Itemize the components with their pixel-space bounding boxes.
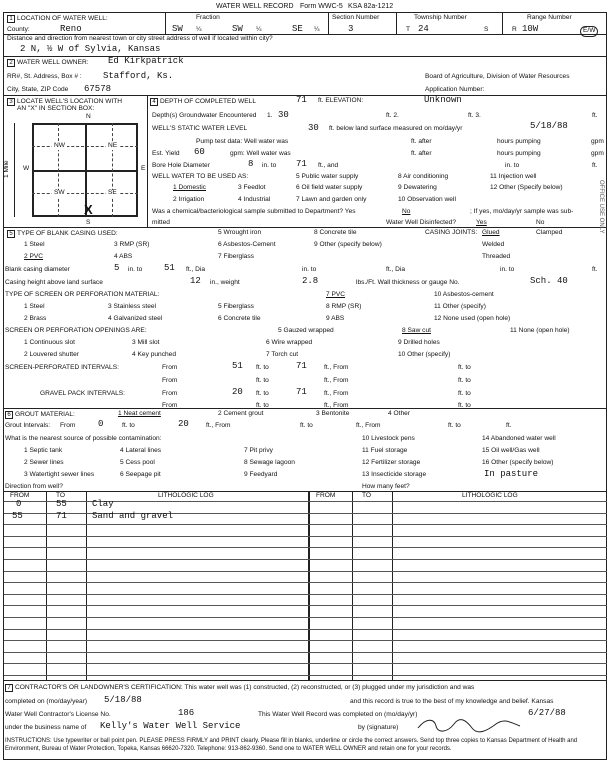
log-to-header: TO — [56, 492, 66, 499]
opening-1[interactable]: 1 Continuous slot — [24, 339, 75, 346]
log-rule — [4, 547, 607, 548]
disinfect-no[interactable]: No — [536, 219, 545, 226]
grout-from-value: 0 — [98, 419, 104, 429]
log-header-right: LITHOLOGIC LOG — [462, 492, 518, 499]
grout-from-label: From — [60, 422, 76, 429]
elevation-label: ft. ELEVATION: — [318, 97, 364, 104]
township-suffix: S — [484, 26, 489, 33]
log-row-2-desc: Sand and gravel — [92, 511, 174, 521]
scr-from-1: From — [162, 364, 178, 371]
owner-label: 2 WATER WELL OWNER: — [7, 59, 89, 67]
screen-9[interactable]: 9 ABS — [326, 315, 345, 322]
casing-2[interactable]: 2 PVC — [24, 253, 44, 260]
log-rule — [4, 524, 607, 525]
direction-from-well-label: Direction from well? — [5, 483, 63, 490]
opening-4[interactable]: 4 Key punched — [132, 351, 176, 358]
height-label: Casing height above land surface — [5, 279, 103, 286]
contam-6[interactable]: 6 Seepage pit — [120, 471, 161, 478]
license-value: 186 — [178, 708, 195, 718]
north-label: N — [86, 113, 91, 120]
diameter-in: in. to — [128, 266, 143, 273]
grout-ftto3: ft. to — [448, 422, 461, 429]
diameter-in-to: in. to — [302, 266, 317, 273]
completed-value: 5/18/88 — [104, 695, 142, 705]
pump-after-2: ft. after — [411, 150, 432, 157]
gw1-prefix: 1. — [267, 112, 273, 119]
log-rule — [4, 571, 607, 572]
section-number-label: Section Number — [332, 14, 380, 21]
pump-gpm-2: gpm — [591, 150, 604, 157]
grv-ftto-1b: ft. to — [458, 390, 471, 397]
grv-from-1: From — [162, 390, 178, 397]
log-rule — [4, 617, 607, 618]
screen-label: TYPE OF SCREEN OR PERFORATION MATERIAL: — [5, 291, 160, 298]
screen-int-label: SCREEN-PERFORATED INTERVALS: — [5, 364, 119, 371]
township-label: Township Number — [414, 14, 467, 21]
diameter-value: 5 — [114, 263, 120, 273]
ksa-ref: KSA 82a-1212 — [348, 3, 394, 10]
log-from-header-right: FROM — [316, 492, 336, 499]
grv-ftto-1: ft. to — [256, 390, 269, 397]
office-use-label: OFFICE USE ONLY — [598, 180, 604, 234]
grout-ftfrom: ft., From — [206, 422, 231, 429]
west-label: W — [23, 165, 30, 172]
use-7[interactable]: 7 Lawn and garden only — [296, 196, 367, 203]
grv-ftfrom-2: ft., From — [324, 402, 349, 409]
scr-ftfrom-2: ft., From — [324, 377, 349, 384]
depth-label: 4 DEPTH OF COMPLETED WELL — [150, 98, 256, 106]
height-value: 12 — [190, 276, 201, 286]
mile-label: 1 Mile — [3, 160, 10, 178]
log-rule — [4, 559, 607, 560]
est-unit: gpm: Well water was — [230, 150, 291, 157]
grout-4[interactable]: 4 Other — [388, 410, 410, 417]
bore-ft: ft., and — [318, 162, 339, 169]
log-rule — [4, 663, 607, 664]
casing-6[interactable]: 6 Asbestos-Cement — [218, 241, 276, 248]
scr-from-2: From — [162, 377, 178, 384]
log-to-header-right: TO — [362, 492, 372, 499]
grout-label: 6 GROUT MATERIAL: — [5, 411, 75, 419]
grv-to-value: 71 — [296, 387, 307, 397]
gw-ft: ft. — [592, 112, 598, 119]
grv-from-2: From — [162, 402, 178, 409]
static-value: 30 — [308, 123, 319, 133]
log-rule — [4, 675, 607, 676]
se-label: SE — [108, 189, 117, 196]
direction-label: Distance and direction from nearest town or city street address of well if located within city? — [7, 35, 273, 42]
screen-1[interactable]: 1 Steel — [24, 303, 45, 310]
log-row-1-to: 55 — [56, 499, 67, 509]
casing-1[interactable]: 1 Steel — [24, 241, 45, 248]
cert-line-1: 7 CONTRACTOR'S OR LANDOWNER'S CERTIFICATION: This water well was (1) constructed, (2) reconstructed, or (3) plugged under my jurisdiction and was — [5, 684, 474, 692]
bore-label: Bore Hole Diameter — [152, 162, 210, 169]
use-10[interactable]: 10 Observation well — [398, 196, 456, 203]
log-row-1-from: 0 — [16, 499, 22, 509]
weight-value: 2.8 — [302, 276, 319, 286]
wall-label: lbs./Ft. Wall thickness or gauge No. — [356, 279, 460, 286]
contam-13[interactable]: 13 Insecticide storage — [362, 471, 427, 478]
contam-1[interactable]: 1 Septic tank — [24, 447, 63, 454]
bore-in2: in. to — [505, 162, 520, 169]
grv-ftfrom-1: ft., From — [324, 390, 349, 397]
use-label: WELL WATER TO BE USED AS: — [152, 173, 249, 180]
gravel-label: GRAVEL PACK INTERVALS: — [40, 390, 126, 397]
casing-label: 5 TYPE OF BLANK CASING USED: — [7, 230, 118, 238]
use-11[interactable]: 11 Injection well — [490, 173, 537, 180]
casing-5[interactable]: 5 Wrought iron — [218, 229, 262, 236]
use-2[interactable]: 2 Irrigation — [173, 196, 205, 203]
how-many-feet-label: How many feet? — [362, 483, 410, 490]
opening-11[interactable]: 11 None (open hole) — [510, 327, 570, 334]
screen-11[interactable]: 11 Other (specify) — [434, 303, 486, 310]
casing-8[interactable]: 8 Concrete tile — [314, 229, 357, 236]
joints-clamped[interactable]: Clamped — [536, 229, 563, 236]
license-label: Water Well Contractor's License No. — [5, 711, 111, 718]
cert-line-2: and this record is true to the best of my knowledge and belief. Kansas — [350, 698, 554, 705]
opening-10[interactable]: 10 Other (specify) — [398, 351, 451, 358]
log-row-2-to: 71 — [56, 511, 67, 521]
opening-7[interactable]: 7 Torch cut — [266, 351, 299, 358]
log-rule — [4, 582, 607, 583]
grout-1[interactable]: 1 Neat cement — [118, 410, 161, 417]
township-number: 24 — [418, 24, 429, 34]
screen-5[interactable]: 5 Fiberglass — [218, 303, 254, 310]
grout-2[interactable]: 2 Cement grout — [218, 410, 264, 417]
scr-ftto-1: ft. to — [256, 364, 269, 371]
use-9[interactable]: 9 Dewatering — [398, 184, 437, 191]
contam-12[interactable]: 12 Fertilizer storage — [362, 459, 421, 466]
log-rule — [4, 652, 607, 653]
section-1-label: 1 LOCATION OF WATER WELL: — [7, 15, 108, 23]
section-3-label: 3 LOCATE WELL'S LOCATION WITH — [7, 98, 122, 106]
direction-value: 2 N, ½ W of Sylvia, Kansas — [20, 44, 161, 54]
use-4[interactable]: 4 Industrial — [238, 196, 271, 203]
ne-label: NE — [108, 142, 118, 149]
contam-11[interactable]: 11 Fuel storage — [362, 447, 408, 454]
contam-10[interactable]: 10 Livestock pens — [362, 435, 415, 442]
opening-3[interactable]: 3 Mill slot — [132, 339, 160, 346]
disinfect-yes[interactable]: Yes — [476, 219, 487, 226]
screen-2[interactable]: 2 Brass — [24, 315, 47, 322]
board-label: Board of Agriculture, Division of Water Resources — [425, 73, 570, 80]
quarter-1: SW — [172, 24, 183, 34]
chem-mitted: mitted — [152, 219, 170, 226]
pump-hours-1: hours pumping — [497, 138, 541, 145]
contam-9[interactable]: 9 Feedyard — [244, 471, 278, 478]
log-rule — [4, 605, 607, 606]
range-label: Range Number — [527, 14, 572, 21]
casing-4[interactable]: 4 ABS — [114, 253, 133, 260]
scr-ftto-2: ft. to — [256, 377, 269, 384]
joints-threaded[interactable]: Threaded — [482, 253, 511, 260]
joints-glued[interactable]: Glued — [482, 229, 500, 236]
range-prefix: R — [512, 26, 517, 33]
opening-9[interactable]: 9 Drilled holes — [398, 339, 440, 346]
screen-12[interactable]: 12 None used (open hole) — [434, 315, 511, 322]
opening-2[interactable]: 2 Louvered shutter — [24, 351, 79, 358]
static-rest: ft. below land surface measured on mo/day/yr — [329, 125, 463, 132]
pump-label: Pump test data: Well water was — [196, 138, 289, 145]
openings-label: SCREEN OR PERFORATION OPENINGS ARE: — [5, 327, 147, 334]
depth-value: 71 — [296, 95, 307, 105]
sw-label: SW — [54, 189, 65, 196]
pump-after-1: ft. after — [411, 138, 432, 145]
form-title: WATER WELL RECORD — [216, 3, 294, 10]
casing-3[interactable]: 3 RMP (SR) — [114, 241, 150, 248]
chem-no[interactable]: No — [402, 208, 411, 215]
signature-label: by (signature) — [358, 724, 399, 731]
log-rule — [4, 594, 607, 595]
quarter-2: SW — [232, 24, 243, 34]
use-12[interactable]: 12 Other (Specify below) — [490, 184, 563, 191]
bore-in: in. to — [262, 162, 277, 169]
grv-ftto-2: ft. to — [256, 402, 269, 409]
log-row-2-from: 55 — [12, 511, 23, 521]
quarter-mark-3: ¼ — [314, 26, 320, 33]
range-ew: E/W — [580, 26, 598, 37]
range-number: 10W — [522, 24, 539, 34]
csz-value: 67578 — [84, 84, 112, 94]
contam-label: What is the nearest source of possible contamination: — [5, 435, 162, 442]
form-number: Form WWC-5 — [300, 3, 343, 10]
diameter-ft: ft. — [592, 266, 598, 273]
record-date-value: 6/27/88 — [528, 708, 566, 718]
diameter-dia2: ft., Dia — [386, 266, 406, 273]
grout-ftto: ft. to — [122, 422, 135, 429]
contam-7[interactable]: 7 Pit privy — [244, 447, 273, 454]
screen-8[interactable]: 8 RMP (SR) — [326, 303, 362, 310]
gw3-label: ft. 3. — [468, 112, 481, 119]
log-header-left: LITHOLOGIC LOG — [158, 492, 214, 499]
static-label: WELL'S STATIC WATER LEVEL — [152, 125, 248, 132]
section-number: 3 — [348, 24, 354, 34]
quarter-mark-2: ¼ — [256, 26, 262, 33]
address-label: RR#, St. Address, Box # : — [7, 73, 82, 80]
business-label: under the business name of — [5, 724, 87, 731]
chem-rest: ; If yes, mo/day/yr sample was sub- — [470, 208, 574, 215]
instructions: INSTRUCTIONS: Use typewriter or ball point pen. PLEASE PRESS FIRMLY and PRINT clearly. Please fill in blanks, underline or circle the correct answers. Send top three copies to Kansas Department of Health and Environment, Bureau of Water Protection, Topeka, Kansas 66620-7320. Telephone: 913-862-9360. Send one to WATER WELL OWNER and retain one for your records. — [5, 738, 578, 752]
contam-3[interactable]: 3 Watertight sewer lines — [24, 471, 95, 478]
log-from-header: FROM — [10, 492, 30, 499]
completed-label: completed on (mo/day/year) — [5, 698, 88, 705]
use-8[interactable]: 8 Air conditioning — [398, 173, 449, 180]
bore-value: 8 — [248, 159, 254, 169]
quarter-mark-1: ¼ — [196, 26, 202, 33]
contam-5[interactable]: 5 Cess pool — [120, 459, 155, 466]
gw1-value: 30 — [278, 110, 289, 120]
pump-gpm-1: gpm — [591, 138, 604, 145]
joints-label: CASING JOINTS: — [425, 229, 478, 236]
contam-other-value: In pasture — [484, 469, 539, 479]
well-location-mark: X — [84, 202, 93, 217]
address-value: Stafford, Ks. — [103, 71, 174, 81]
township-prefix: T — [406, 26, 411, 33]
contam-14[interactable]: 14 Abandoned water well — [482, 435, 556, 442]
grout-3[interactable]: 3 Bentonite — [316, 410, 350, 417]
log-row-1-desc: Clay — [92, 499, 114, 509]
screen-6[interactable]: 6 Concrete tile — [218, 315, 261, 322]
grout-ftfrom2: ft., From — [356, 422, 381, 429]
static-date: 5/18/88 — [530, 121, 568, 131]
use-3[interactable]: 3 Feedlot — [238, 184, 266, 191]
scr-from-value: 51 — [232, 361, 243, 371]
disinfect-label: Water Well Disinfected? — [386, 219, 456, 226]
scr-to-value: 71 — [296, 361, 307, 371]
bore-to: 71 — [296, 159, 307, 169]
use-5[interactable]: 5 Public water supply — [296, 173, 359, 180]
log-rule — [4, 536, 607, 537]
nw-label: NW — [54, 142, 65, 149]
opening-5[interactable]: 5 Gauzed wrapped — [278, 327, 334, 334]
screen-3[interactable]: 3 Stainless steel — [108, 303, 157, 310]
contam-2[interactable]: 2 Sewer lines — [24, 459, 64, 466]
diameter-label: Blank casing diameter — [5, 266, 70, 273]
gw-label: Depth(s) Groundwater Encountered — [152, 112, 257, 119]
scr-ftto-2b: ft. to — [458, 377, 471, 384]
signature — [414, 716, 524, 734]
east-label: E — [141, 165, 146, 172]
height-in: in., weight — [210, 279, 240, 286]
est-value: 60 — [194, 147, 205, 157]
use-6[interactable]: 6 Oil field water supply — [296, 184, 363, 191]
quarter-3: SE — [292, 24, 303, 34]
contam-16[interactable]: 16 Other (specify below) — [482, 459, 554, 466]
grv-ftto-2b: ft. to — [458, 402, 471, 409]
gw2-label: ft. 2. — [386, 112, 399, 119]
opening-8[interactable]: 8 Saw cut — [402, 327, 431, 334]
screen-4[interactable]: 4 Galvanized steel — [108, 315, 163, 322]
log-rule — [4, 629, 607, 630]
screen-7[interactable]: 7 PVC — [326, 291, 346, 298]
business-value: Kelly's Water Well Service — [100, 721, 241, 731]
opening-6[interactable]: 6 Wire wrapped — [266, 339, 313, 346]
gauge-value: Sch. 40 — [530, 276, 568, 286]
contam-4[interactable]: 4 Lateral lines — [120, 447, 162, 454]
est-label: Est. Yield — [152, 150, 180, 157]
bore-ft2: ft. — [592, 162, 598, 169]
contam-15[interactable]: 15 Oil well/Gas well — [482, 447, 540, 454]
csz-label: City, State, ZIP Code — [7, 86, 69, 93]
fraction-label: Fraction — [196, 14, 220, 21]
diameter-to: 51 — [164, 263, 175, 273]
elevation-value: Unknown — [424, 95, 462, 105]
owner-value: Ed Kirkpatrick — [108, 56, 184, 66]
scr-ftfrom-1: ft., From — [324, 364, 349, 371]
screen-10[interactable]: 10 Asbestos-cement — [434, 291, 494, 298]
diameter-in-to2: in. to — [500, 266, 515, 273]
south-label: S — [86, 219, 91, 226]
casing-7[interactable]: 7 Fiberglass — [218, 253, 254, 260]
application-label: Application Number: — [425, 86, 485, 93]
record-date-label: This Water Well Record was completed on (mo/day/yr) — [258, 711, 418, 718]
county-value: Reno — [60, 24, 82, 34]
pump-hours-2: hours pumping — [497, 150, 541, 157]
scr-ftto-1b: ft. to — [458, 364, 471, 371]
grv-from-value: 20 — [232, 387, 243, 397]
grout-ftto2: ft. to — [300, 422, 313, 429]
diameter-dia: ft., Dia — [186, 266, 206, 273]
county-label: County: — [7, 26, 30, 33]
grout-to-value: 20 — [178, 419, 189, 429]
section-3-sub: AN "X" IN SECTION BOX: — [17, 105, 95, 112]
grout-ft: ft. — [506, 422, 512, 429]
chem-question: Was a chemical/bacteriological sample submitted to Department? Yes — [152, 208, 356, 215]
joints-welded[interactable]: Welded — [482, 241, 505, 248]
log-rule — [4, 640, 607, 641]
use-1[interactable]: 1 Domestic — [173, 184, 206, 191]
casing-9[interactable]: 9 Other (specify below) — [314, 241, 382, 248]
grout-int-label: Grout Intervals: — [5, 422, 51, 429]
contam-8[interactable]: 8 Sewage lagoon — [244, 459, 295, 466]
